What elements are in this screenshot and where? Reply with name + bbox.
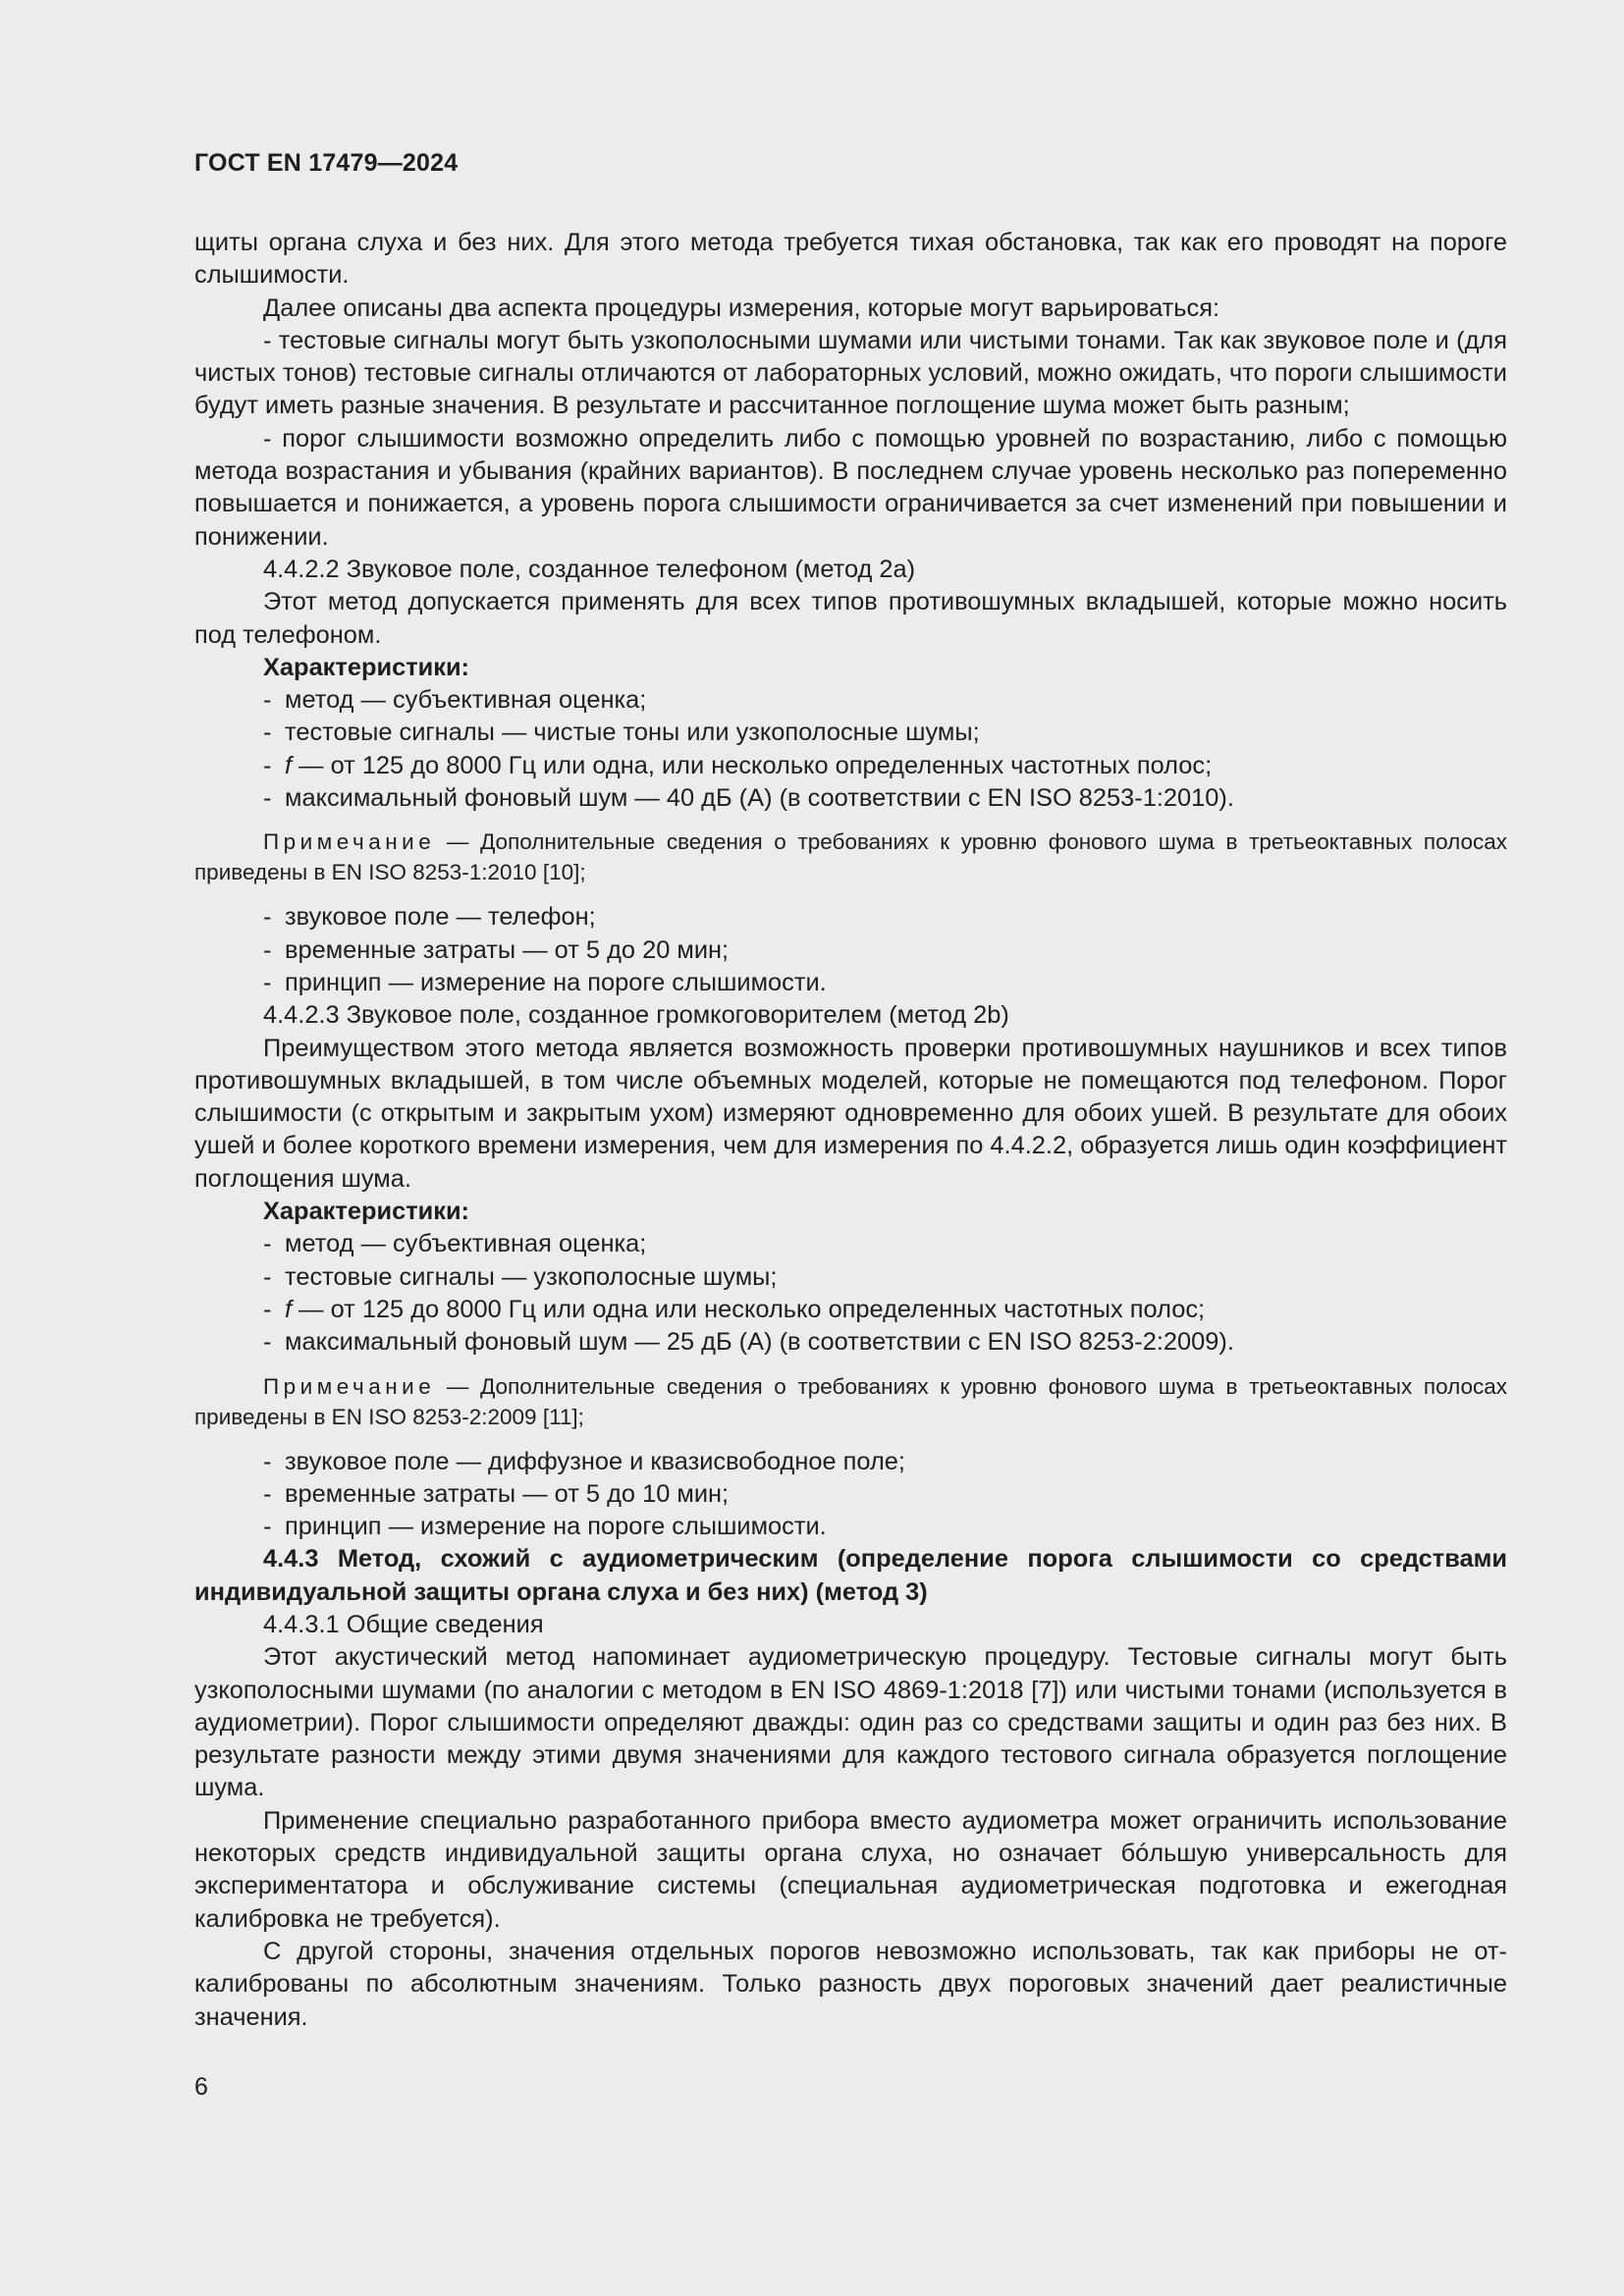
paragraph: Применение специально разработанного прибора вместо аудиометра может ограничить использование некоторых средств индивидуальной защиты органа слуха, но означает бóльшую универсальность для экспериментатора и обслуживание системы (специальная аудиометрическая подготовка и ежегодная калибровка не требуется). [194, 1806, 1507, 1933]
list-item: - тестовые сигналы — чистые тоны или узкополосные шумы; [263, 719, 980, 747]
note-label: Примечание [263, 829, 436, 855]
list-item: - звуковое поле — телефон; [263, 903, 596, 932]
list-item: - максимальный фоновый шум — 25 дБ (А) (в соответствии с EN ISO 8253-2:2009). [263, 1328, 1234, 1357]
paragraph: щиты органа слуха и без них. Для этого метода требуется тихая обстановка, так как его проводят на пороге слышимости. [194, 229, 1507, 290]
list-item: - принцип — измерение на пороге слышимости. [263, 1513, 827, 1541]
document-body [194, 227, 1507, 2034]
paragraph: Преимуществом этого метода является возможность проверки противошумных наушников и всех типов противошумных вкладышей, в том числе объемных моделей, которые не помещаются под телефоном. Порог слышимости (с открытым и закрытым ухом) измеряют одновременно для обоих ушей. В результате для обоих ушей и более короткого времени измерения, чем для измерения по 4.4.2.2, образуется лишь один коэффициент поглощения шума. [194, 1034, 1507, 1193]
document-header: ГОСТ EN 17479—2024 [194, 149, 459, 177]
section-title-4422: 4.4.2.2 Звуковое поле, созданное телефоном (метод 2a) [263, 555, 916, 583]
section-title-443: 4.4.3 Метод, схожий с аудиометрическим (определение порога слышимости со средствами индивидуальной защиты органа слуха и без них) (метод 3) [194, 1545, 1507, 1606]
f-symbol: f [285, 1295, 293, 1323]
section-title-4431: 4.4.3.1 Общие сведения [263, 1610, 544, 1638]
list-item: - метод — субъективная оценка; [263, 1230, 647, 1258]
note: Примечание — Дополнительные сведения о требованиях к уровню фонового шума в третьеоктавных полосах приведены в EN ISO 8253-2:2009 [11]; [194, 1373, 1507, 1429]
list-dash: - [263, 424, 283, 453]
section-title-4423: 4.4.2.3 Звуковое поле, созданное громкоговорителем (метод 2b) [263, 1001, 1009, 1030]
list-item: - тестовые сигналы могут быть узкополосными шумами или чистыми тонами. Так как звуковое поле и (для чистых тонов) тестовые сигналы отличаются от лабораторных условий, можно ожидать, что пороги слышимости будут иметь разные значения. В результате и рассчитанное поглощение шума может быть разным; [194, 326, 1507, 420]
list-item: - максимальный фоновый шум — 40 дБ (А) (в соответствии с EN ISO 8253-1:2010). [263, 784, 1234, 813]
list-item: - порог слышимости возможно определить либо с помощью уровней по возрастанию, либо с помощью метода возрастания и убывания (крайних вариантов). В последнем случае уровень несколько раз попеременно повышается и понижается, а уровень порога слышимости ограничивается за счет изменений при повышении и понижении. [194, 424, 1507, 551]
characteristics-label: Характеристики: [263, 1198, 470, 1226]
list-item: - метод — субъективная оценка; [263, 686, 647, 715]
note-label: Примечание [263, 1373, 436, 1399]
list-item: - f — от 125 до 8000 Гц или одна или несколько определенных частотных полос; [263, 1295, 1206, 1323]
list-item: - f — от 125 до 8000 Гц или одна, или несколько определенных частотных полос; [263, 751, 1213, 779]
list-item: - тестовые сигналы — узкополосные шумы; [263, 1262, 778, 1291]
list-item: - временные затраты — от 5 до 10 мин; [263, 1479, 730, 1508]
note: Примечание — Дополнительные сведения о требованиях к уровню фонового шума в третьеоктавных полосах приведены в EN ISO 8253-1:2010 [10]; [194, 829, 1507, 885]
paragraph: Этот метод допускается применять для всех типов противошумных вкладышей, которые можно носить под телефоном. [194, 588, 1507, 649]
page-number: 6 [194, 2073, 208, 2101]
paragraph: С другой стороны, значения отдельных порогов невозможно использовать, так как приборы не откалиброваны по абсолютным значениям. Только разность двух пороговых значений дает реалистичные значения. [194, 1937, 1507, 2031]
list-item: - звуковое поле — диффузное и квазисвободное поле; [263, 1447, 905, 1475]
paragraph: Этот акустический метод напоминает аудиометрическую процедуру. Тестовые сигналы могут быть узкополосными шумами (по аналогии с методом в EN ISO 4869-1:2018 [7]) или чистыми тонами (используется в аудиометрии). Порог слышимости определяют дважды: один раз со средствами защиты и один раз без них. В результате разности между этими двумя значениями для каждого тестового сигнала образуется поглощение шума. [194, 1643, 1507, 1802]
characteristics-label: Характеристики: [263, 653, 470, 681]
list-dash: - [263, 326, 279, 354]
list-item: - временные затраты — от 5 до 20 мин; [263, 935, 730, 964]
list-item: - принцип — измерение на пороге слышимости. [263, 968, 827, 996]
paragraph: Далее описаны два аспекта процедуры измерения, которые могут варьироваться: [263, 294, 1219, 322]
f-symbol: f [285, 751, 293, 779]
